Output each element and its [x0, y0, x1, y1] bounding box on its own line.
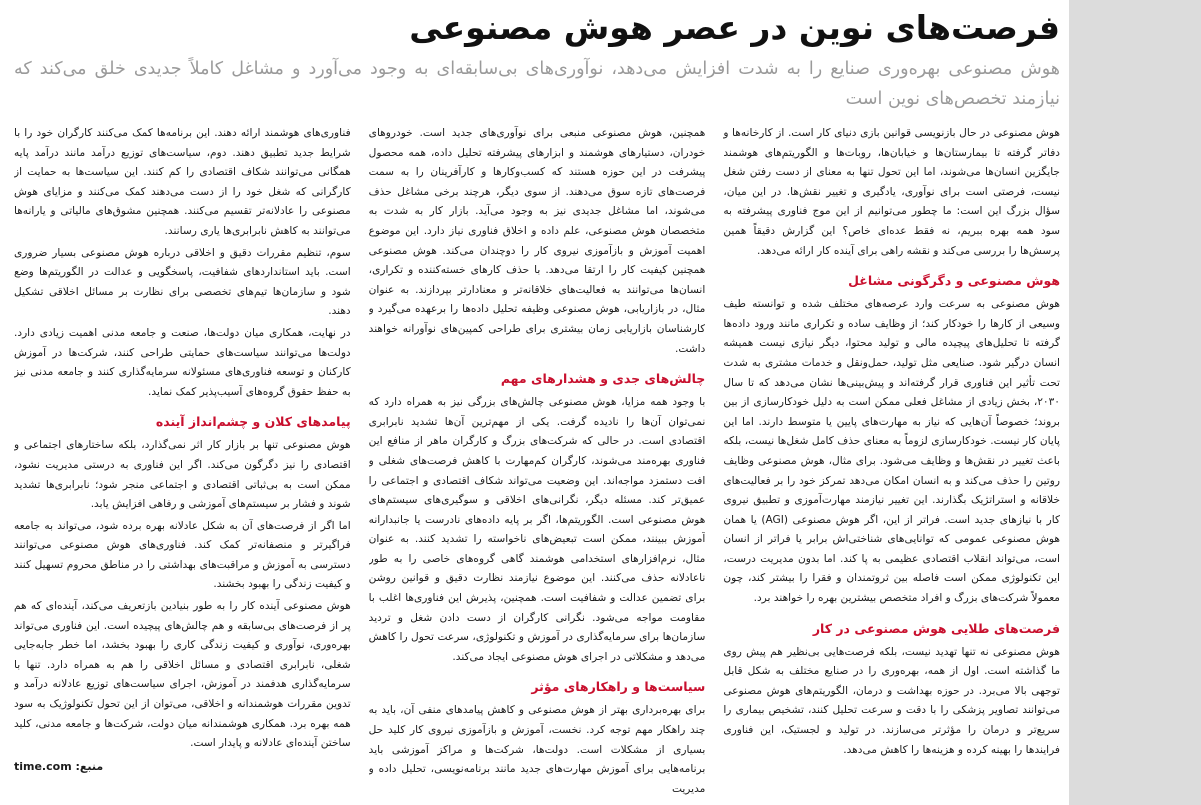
page-gutter	[1069, 0, 1201, 805]
paragraph: هوش مصنوعی آینده کار را به طور بنیادین بازتعریف می‌کند، آینده‌ای که هم پر از فرصت‌های بی‌سابقه و هم چالش‌های پیچیده است. این فناوری می‌تواند بهره‌وری، نوآوری و کیفیت زندگی کاری را بهبود بخشد، اما خطر جابه‌جایی شغلی، نابرابری اقتصادی و مسائل اخلاقی را هم به همراه دارد. تنها با سرمایه‌گذاری هدفمند در آموزش، اجرای سیاست‌های توزیع عادلانه درآمد و تدوین مقررات هوشمندانه و اخلاقی، می‌توان از این تحول تکنولوژیک به سود همه بهره برد. همکاری هوشمندانه میان دولت، شرکت‌ها و جامعه مدنی، کلید ساختن آینده‌ای عادلانه و پایدار است.	[13, 600, 351, 750]
source-credit	[14, 758, 351, 776]
paragraph: اما اگر از فرصت‌های آن به شکل عادلانه بهره برده شود، می‌تواند به جامعه فراگیرتر و منصفانه‌تر کمک کند. فناوری‌های هوش مصنوعی می‌توانند دسترسی به آموزش و مراقبت‌های بهداشتی را در مناطق محروم تسهیل کنند و کیفیت زندگی را بهبود بخشند.	[13, 519, 351, 591]
section-heading: سیاست‌ها و راهکارهای مؤثر	[531, 679, 706, 695]
article-columns	[14, 124, 1060, 798]
section-heading: چالش‌های جدی و هشدارهای مهم	[500, 371, 706, 387]
paragraph: برای بهره‌برداری بهتر از هوش مصنوعی و کاهش پیامدهای منفی آن، باید به چند راهکار مهم توجه کرد. نخست، آموزش و بازآموزی نیروی کار کلید حل بسیاری از مشکلات است. دولت‌ها، شرکت‌ها و مراکز آموزشی باید برنامه‌هایی برای آموزش مهارت‌های جدید مانند برنامه‌نویسی، تحلیل داده و مدیریت	[368, 704, 706, 795]
paragraph: هوش مصنوعی به سرعت وارد عرصه‌های مختلف شده و توانسته طیف وسیعی از کارها را خودکار کند؛ از وظایف ساده و تکراری مانند ورود داده‌ها گرفته تا تحلیل‌های پیچیده مالی و تولید محتوا، دیگر نیازی نیست همیشه انسان درگیر شود. صنایعی مثل تولید، حمل‌ونقل و خدمات مشتری به شدت تحت تأثیر این فناوری قرار گرفته‌اند و پیش‌بینی‌ها نشان می‌دهد که تا سال ۲۰۳۰، بخش زیادی از مشاغل فعلی ممکن است به دلیل خودکارسازی از بین بروند؛ خصوصاً آن‌هایی که نیاز به مهارت‌های پایین یا متوسط دارند. اما این پایان کار نیست. خودکارسازی لزوماً به معنای حذف کامل شغل‌ها نیست، بلکه باعث تغییر در نقش‌ها و وظایف می‌شود. برای مثال، هوش مصنوعی وظایف روتین را حذف می‌کند و به انسان امکان می‌دهد تمرکز خود را بر فعالیت‌های خلاقانه و استراتژیک بگذارند. این تغییر نیازمند مهارت‌آموزی و تطبیق نیروی کار با نیازهای جدید است. فراتر از این، اگر هوش مصنوعی (AGI) یا همان هوش مصنوعی عمومی که توانایی‌های شناختی‌اش برابر یا فراتر از انسان است، می‌تواند انقلاب اقتصادی عظیمی به پا کند. اما بدون مدیریت درست، این تکنولوژی ممکن است فاصله بین ثروتمندان و فقرا را بیشتر کند، چون معمولاً شرکت‌های بزرگ و افراد متخصص بیشترین بهره را خواهند برد.	[723, 298, 1060, 605]
paragraph: همچنین، هوش مصنوعی منبعی برای نوآوری‌های جدید است. خودروهای خودران، دستیارهای هوشمند و ابزارهای پیشرفته تحلیل داده، همه محصول پیشرفت در این حوزه هستند که کسب‌وکارها و کارآفرینان را به سمت فرصت‌های تازه سوق می‌دهند. از سوی دیگر، هرچند برخی مشاغل حذف می‌شوند، اما مشاغل جدیدی نیز به وجود می‌آید. بازار کار به شدت به متخصصان هوش مصنوعی، علم داده و اخلاق فناوری نیاز دارد. این موضوع اهمیت آموزش و بازآموزی نیروی کار را دوچندان می‌کند. هوش مصنوعی همچنین کیفیت کار را ارتقا می‌دهد. با حذف کارهای خسته‌کننده و تکراری، انسان‌ها می‌توانند به فعالیت‌های خلاقانه‌تر و معنادارتر بپردازند. به عنوان مثال، در بازاریابی، هوش مصنوعی وظیفه تحلیل داده‌ها را برعهده می‌گیرد و کارشناسان بازاریابی زمان بیشتری برای طراحی کمپین‌های نوآورانه خواهند داشت.	[368, 127, 706, 355]
section-heading: فرصت‌های طلایی هوش مصنوعی در کار	[812, 620, 1060, 636]
section-heading: هوش مصنوعی و دگرگونی مشاغل	[848, 273, 1060, 289]
paragraph: هوش مصنوعی نه تنها تهدید نیست، بلکه فرصت‌هایی بی‌نظیر هم پیش روی ما گذاشته است. اول از همه، بهره‌وری را در صنایع مختلف به شکل قابل توجهی بالا می‌برد. در حوزه بهداشت و درمان، الگوریتم‌های هوش مصنوعی می‌توانند تصاویر پزشکی را با دقت و سرعت تحلیل کنند، تشخیص بیماری را سریع‌تر و درمان را مؤثرتر می‌سازند. در تولید و لجستیک، این فناوری فرایندها را بهینه کرده و هزینه‌ها را کاهش می‌دهد.	[723, 645, 1060, 756]
paragraph: هوش مصنوعی در حال بازنویسی قوانین بازی دنیای کار است. از کارخانه‌ها و دفاتر گرفته تا بیمارستان‌ها و خیابان‌ها، روبات‌ها و الگوریتم‌های هوشمند جایگزین انسان‌ها می‌شوند، اما این تحول تنها به معنای از دست رفتن شغل نیست، فرصتی است برای نوآوری، یادگیری و تغییر نقش‌ها. در این میان، سؤال بزرگ این است: ما چطور می‌توانیم از این موج فناوری پیشرفته به سود همه بهره ببریم، نه فقط عده‌ای خاص؟ این گزارش دقیقاً همین پرسش‌ها را بررسی می‌کند و نقشه راهی برای آینده کار ارائه می‌دهد.	[723, 127, 1060, 257]
paragraph: با وجود همه مزایا، هوش مصنوعی چالش‌های بزرگی نیز به همراه دارد که نمی‌توان آن‌ها را نادیده گرفت. یکی از مهم‌ترین آن‌ها تشدید نابرابری اقتصادی است. در حالی که شرکت‌های بزرگ و کارگران ماهر از منافع این فناوری بهره‌مند می‌شوند، کارگران کم‌مهارت با کاهش فرصت‌های شغلی و افت دستمزد مواجه‌اند. این وضعیت می‌تواند شکاف اقتصادی و اجتماعی را عمیق‌تر کند. مسئله دیگر، نگرانی‌های اخلاقی و سوگیری‌های سیستم‌های هوش مصنوعی است. الگوریتم‌ها، اگر بر پایه داده‌های نادرست یا جانبدارانه آموزش ببینند، ممکن است تبعیض‌های ناخواسته را تشدید کنند. به عنوان مثال، نرم‌افزارهای استخدامی هوشمند گاهی گروه‌های خاصی را به طور ناعادلانه حذف می‌کنند. این موضوع نیازمند نظارت دقیق و قوانین روشن برای تضمین عدالت و شفافیت است. همچنین، پذیرش این فناوری‌ها اغلب با مقاومت مواجه می‌شود. نگرانی کارگران از دست دادن شغل و تردید سازمان‌ها برای سرمایه‌گذاری در آموزش و تکنولوژی، سرعت تحول را کاهش می‌دهد و مشکلاتی در اجرای هوش مصنوعی ایجاد می‌کند.	[368, 396, 706, 663]
paragraph: فناوری‌های هوشمند ارائه دهند. این برنامه‌ها کمک می‌کنند کارگران خود را با شرایط جدید تطبیق دهند. دوم، سیاست‌های توزیع درآمد مانند درآمد پایه همگانی می‌توانند شکاف اقتصادی را کم کنند. این سیاست‌ها به حمایت از کارگرانی که شغل خود را از دست می‌دهند کمک می‌کنند و مزایای هوش مصنوعی را عادلانه‌تر تقسیم می‌کنند. همچنین مشوق‌های مالیاتی و یارانه‌ها می‌توانند به کاهش نابرابری‌ها یاری رسانند.	[13, 127, 351, 237]
article-title: فرصت‌های نوین در عصر هوش مصنوعی	[409, 8, 1060, 47]
column-1	[723, 124, 1060, 798]
source-text: منبع: time.com	[13, 759, 104, 773]
column-3	[14, 124, 351, 798]
section-heading: پیامدهای کلان و چشم‌انداز آینده	[155, 414, 351, 430]
paragraph: هوش مصنوعی تنها بر بازار کار اثر نمی‌گذارد، بلکه ساختارهای اجتماعی و اقتصادی را نیز دگرگون می‌کند. اگر این فناوری به درستی مدیریت نشود، ممکن است به بی‌ثباتی اقتصادی و اجتماعی منجر شود؛ نابرابری‌ها تشدید شوند و فشار بر سیستم‌های آموزشی و رفاهی افزایش یابد.	[13, 439, 351, 511]
article-lead: هوش مصنوعی بهره‌وری صنایع را به شدت افزایش می‌دهد، نوآوری‌های بی‌سابقه‌ای به وجود می‌آورد و مشاغل کاملاً جدیدی خلق می‌کند که نیازمند تخصص‌های نوین است	[14, 59, 1060, 109]
column-2	[369, 124, 706, 798]
article	[14, 6, 1060, 798]
paragraph: در نهایت، همکاری میان دولت‌ها، صنعت و جامعه مدنی اهمیت زیادی دارد. دولت‌ها می‌توانند سیاست‌های حمایتی طراحی کنند، شرکت‌ها در آموزش کارکنان و توسعه فناوری‌های مسئولانه سرمایه‌گذاری کنند و جامعه مدنی نیز به حفظ حقوق گروه‌های آسیب‌پذیر کمک نماید.	[13, 326, 351, 398]
paragraph: سوم، تنظیم مقررات دقیق و اخلاقی درباره هوش مصنوعی بسیار ضروری است. باید استانداردهای شفافیت، پاسخگویی و عدالت در الگوریتم‌ها وضع شود و سازمان‌ها تیم‌های تخصصی برای نظارت بر مسائل اخلاقی تشکیل دهند.	[13, 246, 351, 318]
